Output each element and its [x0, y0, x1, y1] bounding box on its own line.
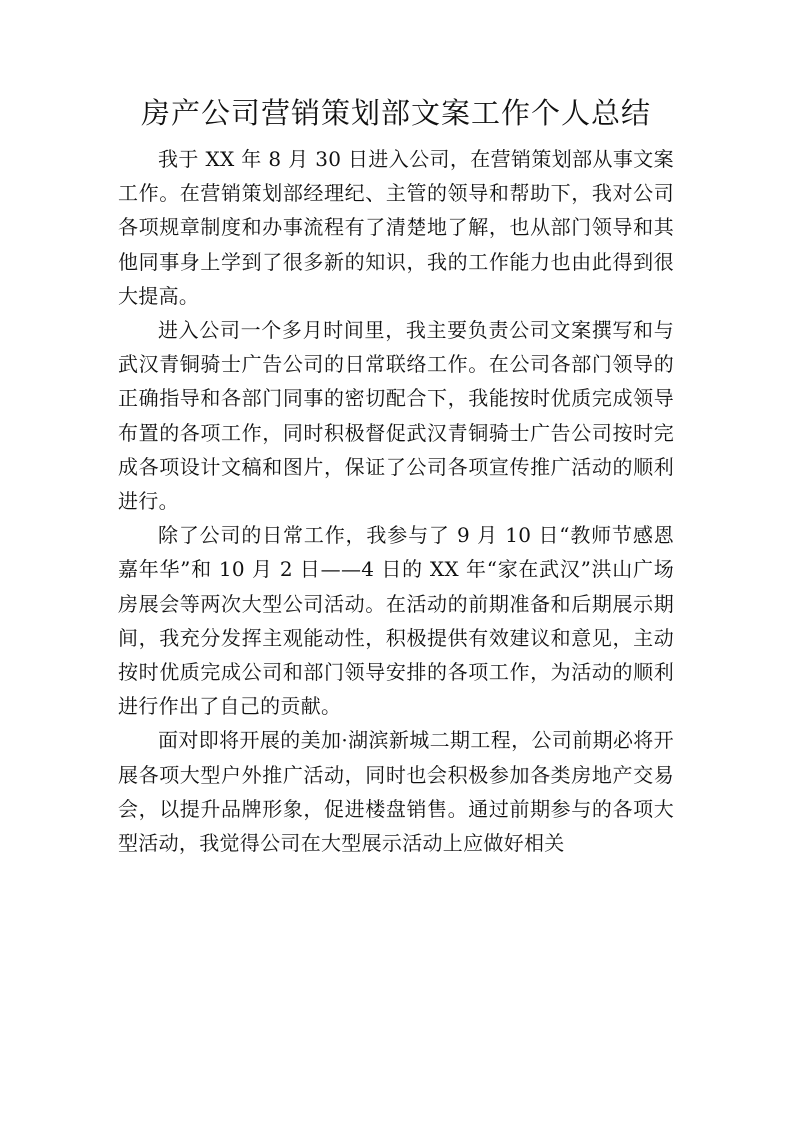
- paragraph-1: 我于 XX 年 8 月 30 日进入公司，在营销策划部从事文案工作。在营销策划部经理纪、主管的领导和帮助下，我对公司各项规章制度和办事流程有了清楚地了解，也从部门领导和其他同事身上学到了很多新的知识，我的工作能力也由此得到很大提高。: [118, 147, 674, 308]
- paragraph-2: 进入公司一个多月时间里，我主要负责公司文案撰写和与武汉青铜骑士广告公司的日常联络工作。在公司各部门领导的正确指导和各部门同事的密切配合下，我能按时优质完成领导布置的各项工作，同时积极督促武汉青铜骑士广告公司按时完成各项设计文稿和图片，保证了公司各项宣传推广活动的顺利进行。: [118, 318, 674, 514]
- paragraph-4: 面对即将开展的美加·湖滨新城二期工程，公司前期必将开展各项大型户外推广活动，同时也会积极参加各类房地产交易会，以提升品牌形象，促进楼盘销售。通过前期参与的各项大型活动，我觉得公司在大型展示活动上应做好相关: [118, 728, 674, 856]
- paragraph-3: 除了公司的日常工作，我参与了 9 月 10 日“教师节感恩嘉年华”和 10 月 2 日——4 日的 XX 年“家在武汉”洪山广场房展会等两次大型公司活动。在活动的前期准备和后期展示期间，我充分发挥主观能动性，积极提供有效建议和意见，主动按时优质完成公司和部门领导安排的各项工作，为活动的顺利进行作出了自己的贡献。: [118, 523, 674, 719]
- document-page: [118, 92, 674, 860]
- document-title: 房产公司营销策划部文案工作个人总结: [140, 96, 651, 130]
